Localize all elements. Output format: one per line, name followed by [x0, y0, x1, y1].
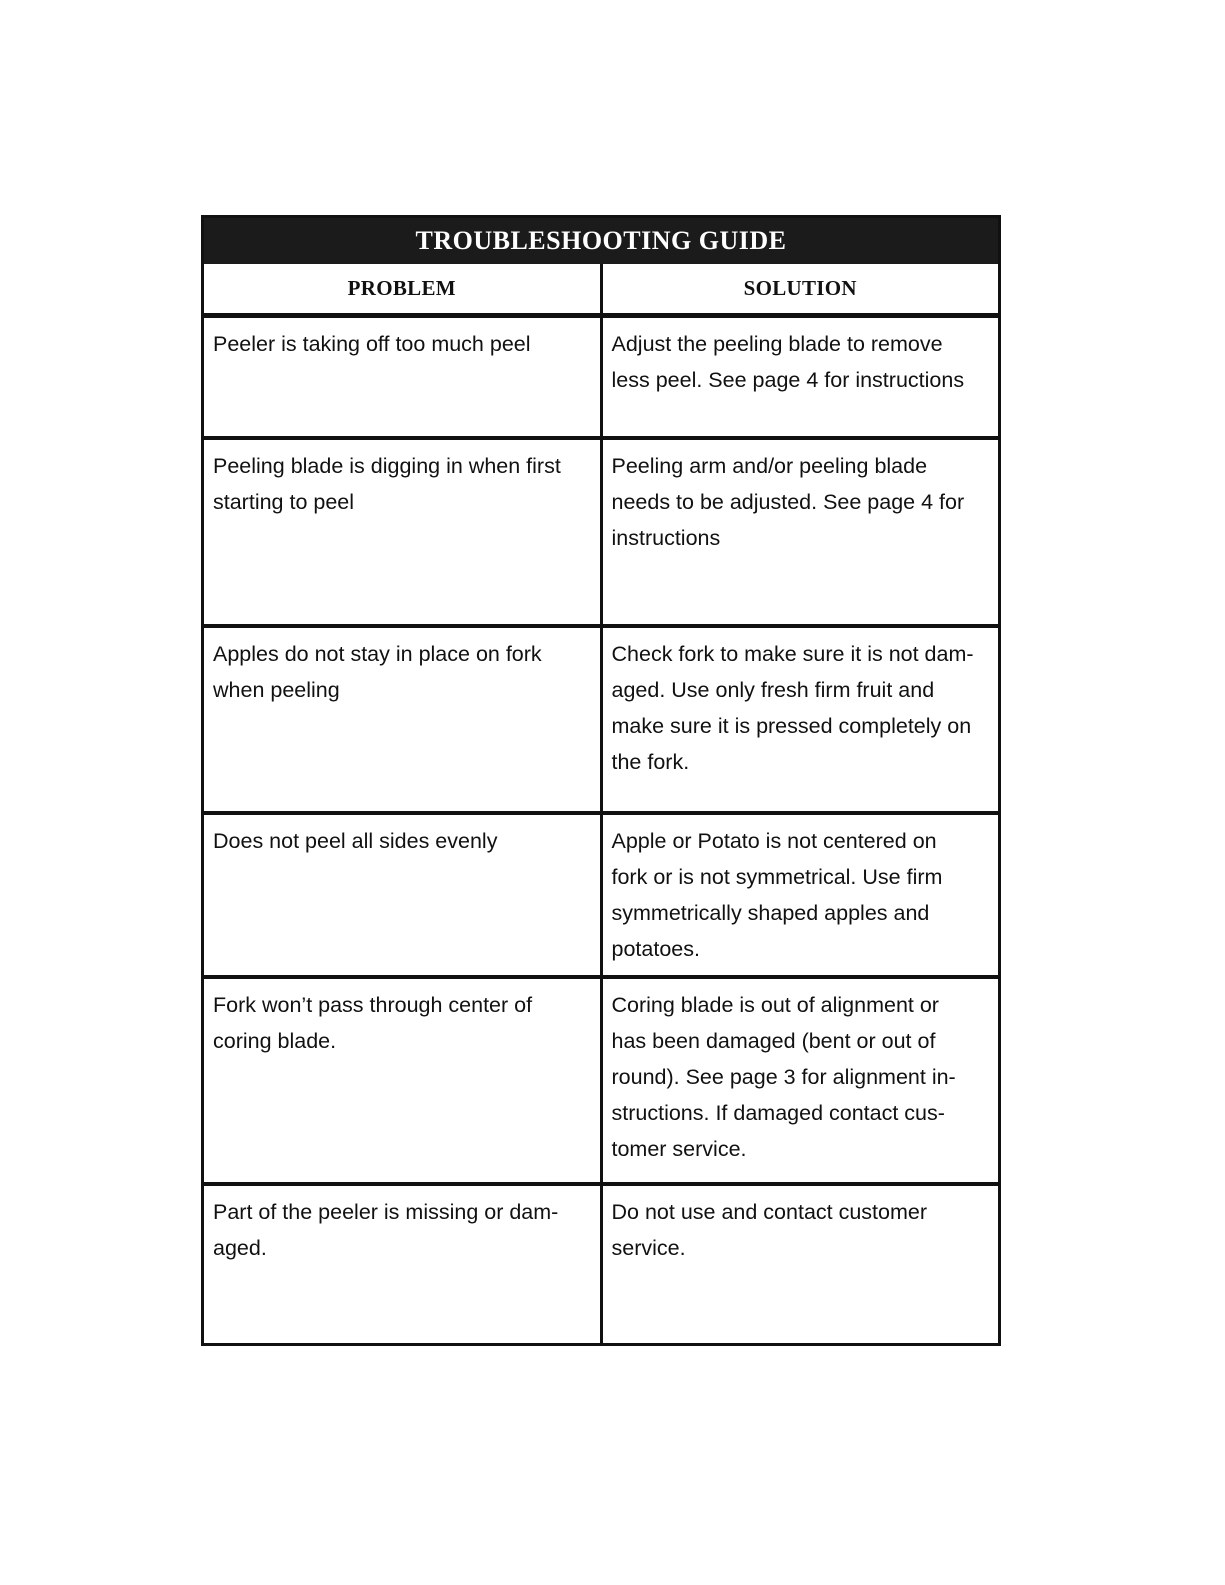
column-header-problem: PROBLEM — [204, 264, 603, 313]
table-row — [204, 318, 998, 440]
solution-cell: Do not use and contact customer service. — [611, 1200, 928, 1260]
solution-cell: Check fork to make sure it is not dam- aged. Use only fresh firm fruit and make sure it is pressed completely on the fork. — [611, 642, 974, 774]
problem-cell: Does not peel all sides evenly — [204, 815, 603, 975]
table-row — [204, 1186, 998, 1343]
table-title: TROUBLESHOOTING GUIDE — [204, 218, 998, 264]
problem-cell: Part of the peeler is missing or dam- aged. — [204, 1186, 603, 1343]
solution-cell: Apple or Potato is not centered on fork or is not symmetrical. Use firm symmetrically shaped apples and potatoes. — [611, 829, 943, 961]
table-row — [204, 440, 998, 628]
solution-cell: Adjust the peeling blade to remove less peel. See page 4 for instructions — [611, 332, 965, 392]
solution-cell: Coring blade is out of alignment or has been damaged (bent or out of round). See page 3 for alignment in- structions. If damaged contact cus- tomer service. — [611, 993, 956, 1161]
troubleshooting-table — [201, 215, 1001, 1346]
problem-cell: Peeling blade is digging in when first starting to peel — [204, 440, 603, 624]
column-header-solution: SOLUTION — [743, 276, 857, 300]
table-row — [204, 979, 998, 1186]
problem-cell: Peeler is taking off too much peel — [204, 318, 603, 436]
problem-cell: Apples do not stay in place on fork when peeling — [204, 628, 603, 811]
problem-cell: Fork won’t pass through center of coring blade. — [204, 979, 603, 1182]
table-header-row — [204, 264, 998, 318]
table-row — [204, 628, 998, 815]
solution-cell: Peeling arm and/or peeling blade needs to be adjusted. See page 4 for instructions — [611, 454, 965, 550]
table-row — [204, 815, 998, 979]
